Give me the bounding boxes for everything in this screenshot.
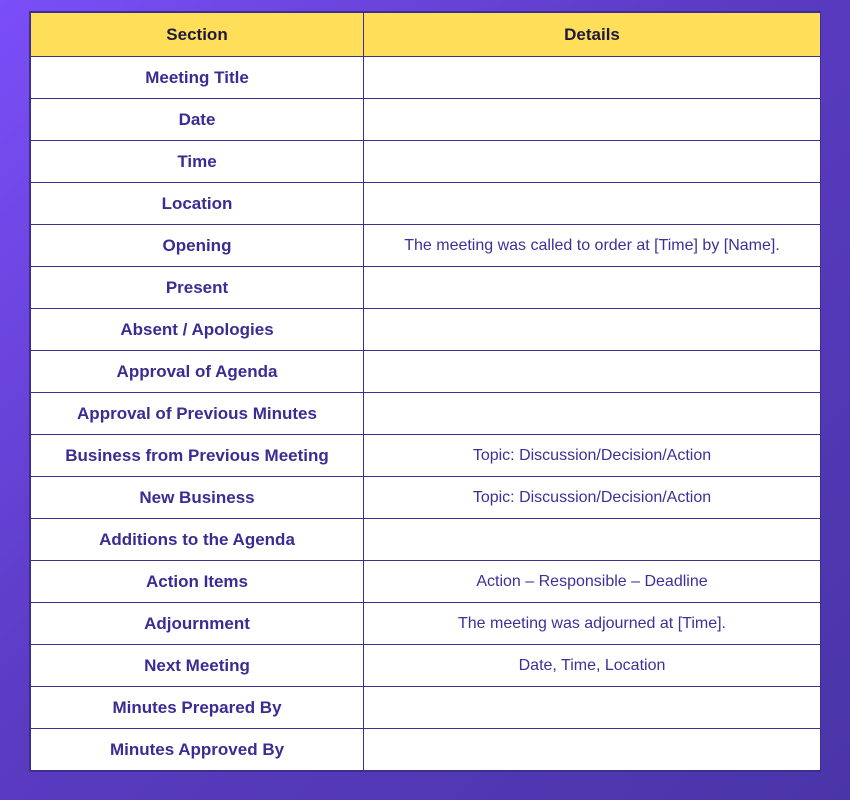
table-row (31, 477, 821, 519)
minutes-template-table (30, 12, 821, 771)
table-body (31, 57, 821, 771)
details-cell[interactable] (364, 687, 821, 729)
details-cell[interactable] (364, 267, 821, 309)
section-cell: Minutes Approved By (31, 729, 364, 771)
details-cell[interactable]: Topic: Discussion/Decision/Action (364, 477, 821, 519)
details-cell[interactable]: Date, Time, Location (364, 645, 821, 687)
section-cell: Approval of Previous Minutes (31, 393, 364, 435)
table-row (31, 435, 821, 477)
details-cell[interactable]: Action – Responsible – Deadline (364, 561, 821, 603)
section-cell: New Business (31, 477, 364, 519)
section-cell: Adjournment (31, 603, 364, 645)
table-row (31, 561, 821, 603)
table-row (31, 729, 821, 771)
details-cell[interactable] (364, 729, 821, 771)
section-cell: Location (31, 183, 364, 225)
section-cell: Time (31, 141, 364, 183)
details-cell[interactable] (364, 309, 821, 351)
column-header-section: Section (31, 13, 364, 57)
details-cell[interactable] (364, 519, 821, 561)
minutes-template-table-container (30, 12, 820, 771)
table-row (31, 141, 821, 183)
table-row (31, 351, 821, 393)
section-cell: Absent / Apologies (31, 309, 364, 351)
details-cell[interactable]: Topic: Discussion/Decision/Action (364, 435, 821, 477)
table-row (31, 519, 821, 561)
section-cell: Present (31, 267, 364, 309)
table-row (31, 183, 821, 225)
table-row (31, 603, 821, 645)
table-row (31, 687, 821, 729)
details-cell[interactable] (364, 57, 821, 99)
table-row (31, 645, 821, 687)
details-cell[interactable] (364, 393, 821, 435)
section-cell: Additions to the Agenda (31, 519, 364, 561)
details-cell[interactable] (364, 141, 821, 183)
table-row (31, 393, 821, 435)
details-cell[interactable] (364, 183, 821, 225)
details-cell[interactable] (364, 99, 821, 141)
section-cell: Meeting Title (31, 57, 364, 99)
section-cell: Action Items (31, 561, 364, 603)
section-cell: Opening (31, 225, 364, 267)
details-cell[interactable]: The meeting was called to order at [Time] by [Name]. (364, 225, 821, 267)
table-row (31, 99, 821, 141)
table-header-row (31, 13, 821, 57)
details-cell[interactable]: The meeting was adjourned at [Time]. (364, 603, 821, 645)
section-cell: Next Meeting (31, 645, 364, 687)
section-cell: Business from Previous Meeting (31, 435, 364, 477)
section-cell: Date (31, 99, 364, 141)
details-cell[interactable] (364, 351, 821, 393)
table-row (31, 267, 821, 309)
section-cell: Minutes Prepared By (31, 687, 364, 729)
table-row (31, 57, 821, 99)
table-row (31, 309, 821, 351)
column-header-details: Details (364, 13, 821, 57)
table-row (31, 225, 821, 267)
section-cell: Approval of Agenda (31, 351, 364, 393)
